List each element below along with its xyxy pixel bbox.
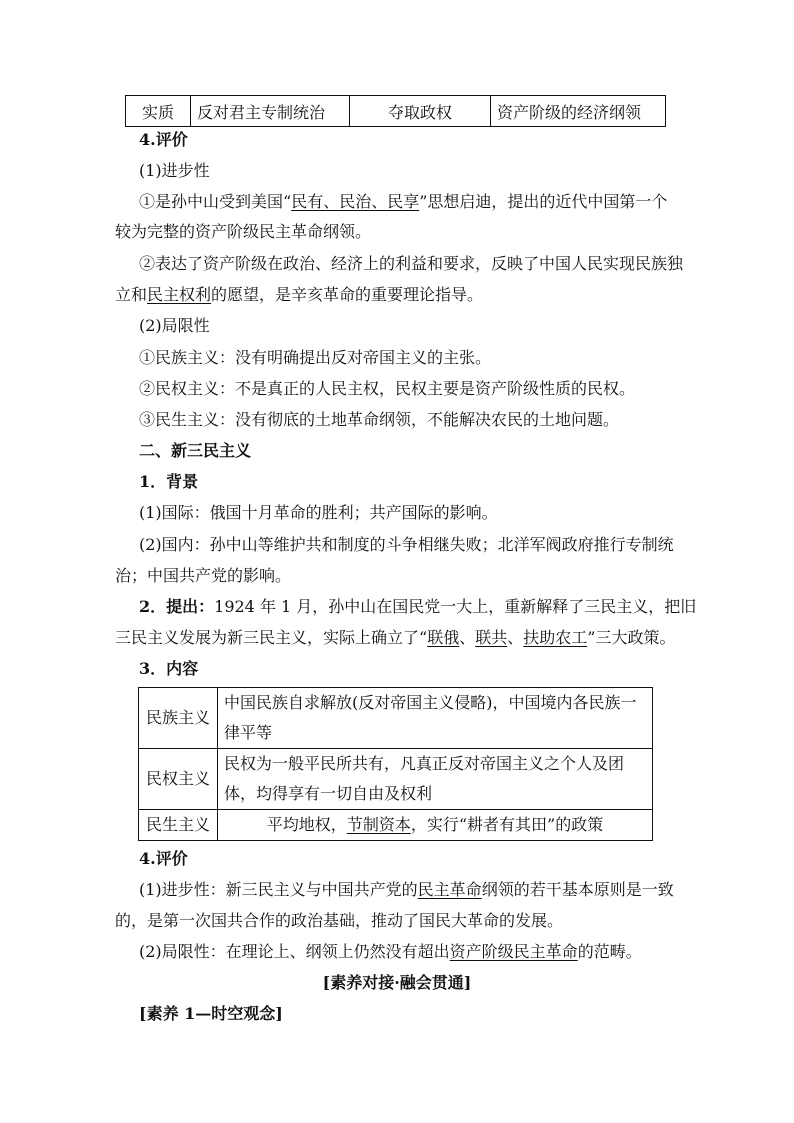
- table-row: [139, 749, 653, 810]
- table-cell: 中国民族自求解放(反对帝国主义侵略)，中国境内各民族一律平等: [218, 688, 653, 749]
- table-cell: 资产阶级的经济纲领: [491, 96, 666, 127]
- table-cell: 夺取政权: [350, 96, 491, 127]
- summary-table-row: [125, 95, 666, 127]
- paragraph-line: ②表达了资产阶级在政治、经济上的利益和要求，反映了中国人民实现民族独: [139, 254, 684, 273]
- table-cell-label: 实质: [126, 96, 191, 127]
- underlined-term: 资产阶级民主革命: [449, 942, 578, 961]
- paragraph-line: 较为完整的资产阶级民主革命纲领。: [115, 222, 372, 241]
- paragraph-line: 的，是第一次国共合作的政治基础，推动了国民大革命的发展。: [115, 911, 564, 930]
- content-table: [138, 687, 653, 841]
- paragraph-line: (1)进步性：新三民主义与中国共产党的民主革命纲领的若干基本原则是一致: [139, 880, 674, 899]
- paragraph-line: ①民族主义：没有明确提出反对帝国主义的主张。: [139, 348, 492, 367]
- underlined-term: 民有、民治、民享: [291, 192, 420, 211]
- section-heading: 4.评价: [139, 849, 188, 868]
- table-cell: 民权为一般平民所共有，凡真正反对帝国主义之个人及团体，均得享有一切自由及权利: [218, 749, 653, 810]
- section-heading: 4.评价: [139, 130, 188, 149]
- table-cell-label: 民族主义: [139, 688, 218, 749]
- inline-label: 2．提出：: [139, 597, 215, 616]
- subheading-limitations: (2)局限性: [139, 316, 210, 335]
- table-cell-label: 民生主义: [139, 810, 218, 841]
- paragraph-line: ①是孙中山受到美国“民有、民治、民享”思想启迪，提出的近代中国第一个: [139, 192, 668, 211]
- paragraph-line: (2)国内：孙中山等维护共和制度的斗争相继失败；北洋军阀政府推行专制统: [139, 535, 674, 554]
- underlined-term: 联俄: [427, 628, 460, 647]
- paragraph-line: (2)局限性：在理论上、纲领上仍然没有超出资产阶级民主革命的范畴。: [139, 942, 642, 961]
- table-row: [139, 810, 653, 841]
- paragraph-line: 2．提出：1924 年 1 月，孙中山在国民党一大上，重新解释了三民主义，把旧: [139, 597, 697, 616]
- underlined-term: 扶助农工: [523, 628, 588, 647]
- subheading-content: 3．内容: [139, 659, 199, 678]
- underlined-term: 民主革命: [417, 880, 482, 899]
- underlined-term: 节制资本: [346, 815, 411, 834]
- subheading-background: 1．背景: [139, 472, 199, 491]
- table-cell-label: 民权主义: [139, 749, 218, 810]
- section-heading: 二、新三民主义: [139, 441, 252, 460]
- table-cell: 反对君主专制统治: [191, 96, 350, 127]
- table-cell: 平均地权，节制资本，实行“耕者有其田”的政策: [218, 810, 653, 841]
- subheading-progress: (1)进步性: [139, 161, 210, 180]
- table-row: [126, 96, 666, 127]
- paragraph-line: 立和民主权利的愿望，是辛亥革命的重要理论指导。: [115, 285, 484, 304]
- paragraph-line: 治；中国共产党的影响。: [115, 566, 292, 585]
- paragraph-line: ②民权主义：不是真正的人民主权，民权主要是资产阶级性质的民权。: [139, 379, 636, 398]
- underlined-term: 民主权利: [147, 285, 212, 304]
- underlined-term: 联共: [475, 628, 508, 647]
- paragraph-line: 三民主义发展为新三民主义，实际上确立了“联俄、联共、扶助农工”三大政策。: [115, 628, 676, 647]
- block-title: [素养对接·融会贯通]: [322, 973, 472, 992]
- paragraph-line: ③民生主义：没有彻底的土地革命纲领，不能解决农民的土地问题。: [139, 410, 620, 429]
- literacy-tag: [素养 1—时空观念]: [139, 1004, 283, 1023]
- table-row: [139, 688, 653, 749]
- paragraph-line: (1)国际：俄国十月革命的胜利；共产国际的影响。: [139, 503, 498, 522]
